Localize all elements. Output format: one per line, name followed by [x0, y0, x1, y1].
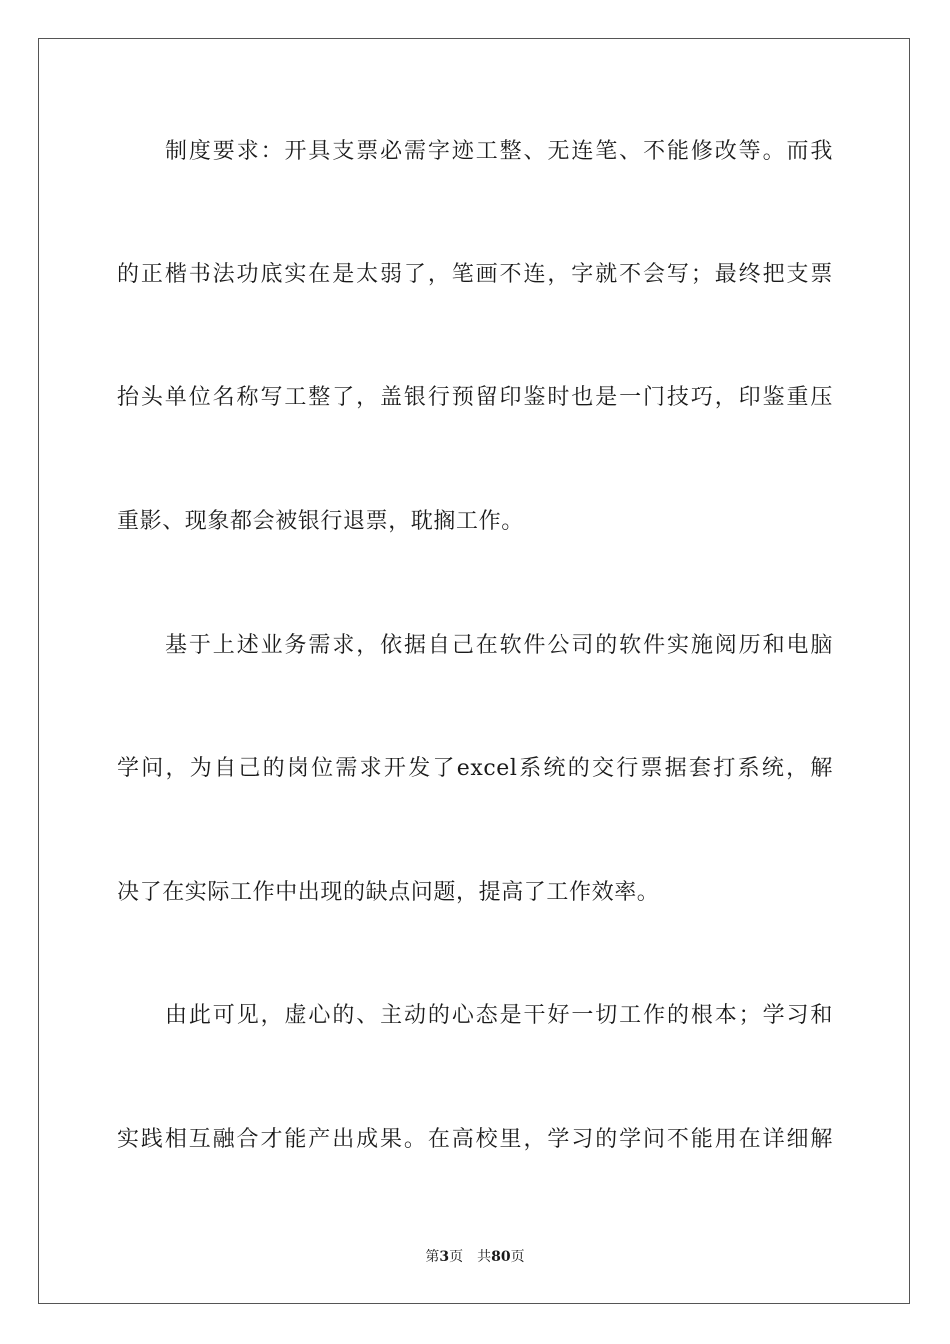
total-prefix: 共 [477, 1249, 492, 1265]
total-suffix: 页 [510, 1249, 525, 1265]
text-line-1: 制度要求：开具支票必需字迹工整、无连笔、不能修改等。而我 [165, 139, 833, 164]
text-line-8: 由此可见，虚心的、主动的心态是干好一切工作的根本；学习和 [165, 1003, 833, 1028]
page-current: 3 [439, 1249, 450, 1265]
page-total: 80 [491, 1249, 511, 1265]
page-prefix: 第 [425, 1249, 440, 1265]
text-line-2: 的正楷书法功底实在是太弱了，笔画不连，字就不会写；最终把支票 [117, 262, 833, 287]
text-line-5: 基于上述业务需求，依据自己在软件公司的软件实施阅历和电脑 [165, 633, 833, 658]
page-suffix: 页 [449, 1249, 464, 1265]
text-line-4: 重影、现象都会被银行退票，耽搁工作。 [117, 509, 524, 534]
page-footer [0, 1246, 950, 1266]
text-line-6: 学问，为自己的岗位需求开发了excel系统的交行票据套打系统，解 [117, 756, 833, 781]
page-border [38, 38, 910, 1304]
text-line-3: 抬头单位名称写工整了，盖银行预留印鉴时也是一门技巧，印鉴重压 [117, 385, 833, 410]
text-line-9: 实践相互融合才能产出成果。在高校里，学习的学问不能用在详细解 [117, 1127, 833, 1152]
text-line-7: 决了在实际工作中出现的缺点问题，提高了工作效率。 [117, 880, 660, 905]
